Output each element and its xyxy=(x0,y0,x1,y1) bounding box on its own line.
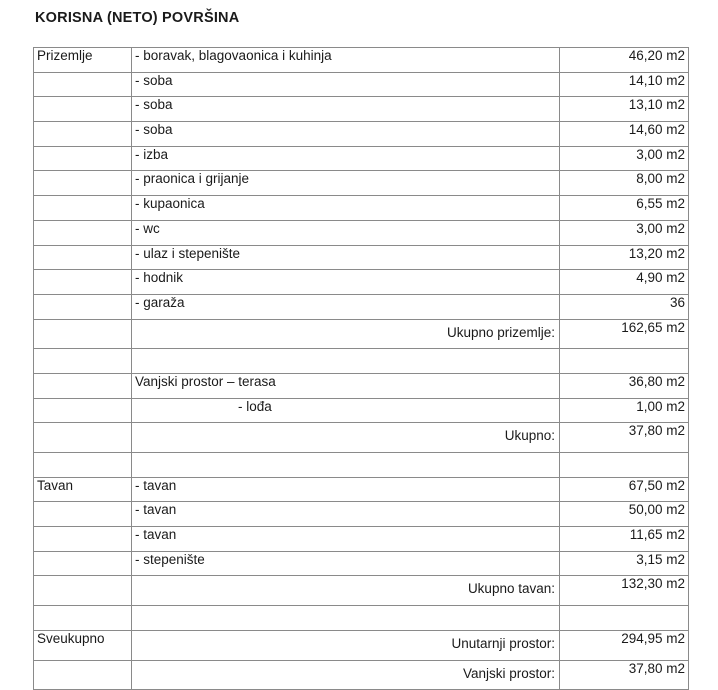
table-row xyxy=(34,220,689,245)
table-row xyxy=(34,97,689,122)
description-cell: - tavan xyxy=(132,477,560,502)
description-cell: Ukupno prizemlje: xyxy=(132,319,560,349)
description-cell: - izba xyxy=(132,146,560,171)
section-cell xyxy=(34,245,132,270)
area-value-cell: 67,50 m2 xyxy=(560,477,689,502)
section-cell xyxy=(34,398,132,423)
area-value-cell xyxy=(560,453,689,478)
description-cell: - soba xyxy=(132,122,560,147)
description-cell: - boravak, blagovaonica i kuhinja xyxy=(132,48,560,73)
table-row xyxy=(34,319,689,349)
section-cell xyxy=(34,453,132,478)
area-table-body xyxy=(34,48,689,690)
table-row xyxy=(34,453,689,478)
section-cell xyxy=(34,319,132,349)
area-value-cell: 13,10 m2 xyxy=(560,97,689,122)
section-cell xyxy=(34,294,132,319)
area-value-cell: 3,00 m2 xyxy=(560,220,689,245)
area-value-cell: 1,00 m2 xyxy=(560,398,689,423)
table-row xyxy=(34,502,689,527)
table-row xyxy=(34,551,689,576)
table-row xyxy=(34,606,689,631)
description-cell: - kupaonica xyxy=(132,196,560,221)
section-cell xyxy=(34,270,132,295)
table-row xyxy=(34,576,689,606)
section-cell: Sveukupno xyxy=(34,630,132,660)
table-row xyxy=(34,122,689,147)
section-cell: Prizemlje xyxy=(34,48,132,73)
description-cell: - praonica i grijanje xyxy=(132,171,560,196)
description-cell xyxy=(132,349,560,374)
description-cell: Unutarnji prostor: xyxy=(132,630,560,660)
area-value-cell: 11,65 m2 xyxy=(560,527,689,552)
table-row xyxy=(34,171,689,196)
area-value-cell xyxy=(560,349,689,374)
table-row xyxy=(34,630,689,660)
table-row xyxy=(34,245,689,270)
description-cell: - ulaz i stepenište xyxy=(132,245,560,270)
description-cell: - lođa xyxy=(132,398,560,423)
area-value-cell: 3,15 m2 xyxy=(560,551,689,576)
table-row xyxy=(34,660,689,690)
table-row xyxy=(34,294,689,319)
description-cell: - soba xyxy=(132,97,560,122)
section-cell xyxy=(34,660,132,690)
area-value-cell: 46,20 m2 xyxy=(560,48,689,73)
description-cell: - soba xyxy=(132,72,560,97)
table-row xyxy=(34,373,689,398)
section-cell xyxy=(34,527,132,552)
area-value-cell: 37,80 m2 xyxy=(560,423,689,453)
table-row xyxy=(34,423,689,453)
area-value-cell: 14,10 m2 xyxy=(560,72,689,97)
table-row xyxy=(34,196,689,221)
section-cell xyxy=(34,373,132,398)
area-value-cell: 37,80 m2 xyxy=(560,660,689,690)
area-value-cell: 162,65 m2 xyxy=(560,319,689,349)
section-cell xyxy=(34,171,132,196)
table-row xyxy=(34,477,689,502)
section-cell xyxy=(34,502,132,527)
description-cell: Ukupno: xyxy=(132,423,560,453)
area-value-cell: 50,00 m2 xyxy=(560,502,689,527)
section-cell xyxy=(34,220,132,245)
table-row xyxy=(34,398,689,423)
area-value-cell: 294,95 m2 xyxy=(560,630,689,660)
section-cell xyxy=(34,349,132,374)
area-value-cell xyxy=(560,606,689,631)
table-row xyxy=(34,146,689,171)
section-cell xyxy=(34,97,132,122)
area-value-cell: 3,00 m2 xyxy=(560,146,689,171)
description-cell: Vanjski prostor – terasa xyxy=(132,373,560,398)
section-cell xyxy=(34,196,132,221)
area-value-cell: 13,20 m2 xyxy=(560,245,689,270)
area-table xyxy=(33,47,689,690)
description-cell: - wc xyxy=(132,220,560,245)
area-value-cell: 4,90 m2 xyxy=(560,270,689,295)
table-row xyxy=(34,270,689,295)
section-cell xyxy=(34,423,132,453)
area-value-cell: 14,60 m2 xyxy=(560,122,689,147)
description-cell: Ukupno tavan: xyxy=(132,576,560,606)
table-row xyxy=(34,349,689,374)
table-row xyxy=(34,72,689,97)
section-cell xyxy=(34,576,132,606)
section-cell xyxy=(34,606,132,631)
area-value-cell: 36,80 m2 xyxy=(560,373,689,398)
description-cell xyxy=(132,453,560,478)
area-value-cell: 8,00 m2 xyxy=(560,171,689,196)
description-cell: - tavan xyxy=(132,502,560,527)
description-cell: - stepenište xyxy=(132,551,560,576)
table-row xyxy=(34,527,689,552)
area-value-cell: 6,55 m2 xyxy=(560,196,689,221)
section-cell: Tavan xyxy=(34,477,132,502)
section-cell xyxy=(34,146,132,171)
description-cell: Vanjski prostor: xyxy=(132,660,560,690)
document-title: KORISNA (NETO) POVRŠINA xyxy=(35,10,240,26)
description-cell: - hodnik xyxy=(132,270,560,295)
table-row xyxy=(34,48,689,73)
section-cell xyxy=(34,551,132,576)
description-cell xyxy=(132,606,560,631)
section-cell xyxy=(34,122,132,147)
description-cell: - tavan xyxy=(132,527,560,552)
area-value-cell: 36 xyxy=(560,294,689,319)
description-cell: - garaža xyxy=(132,294,560,319)
section-cell xyxy=(34,72,132,97)
area-value-cell: 132,30 m2 xyxy=(560,576,689,606)
